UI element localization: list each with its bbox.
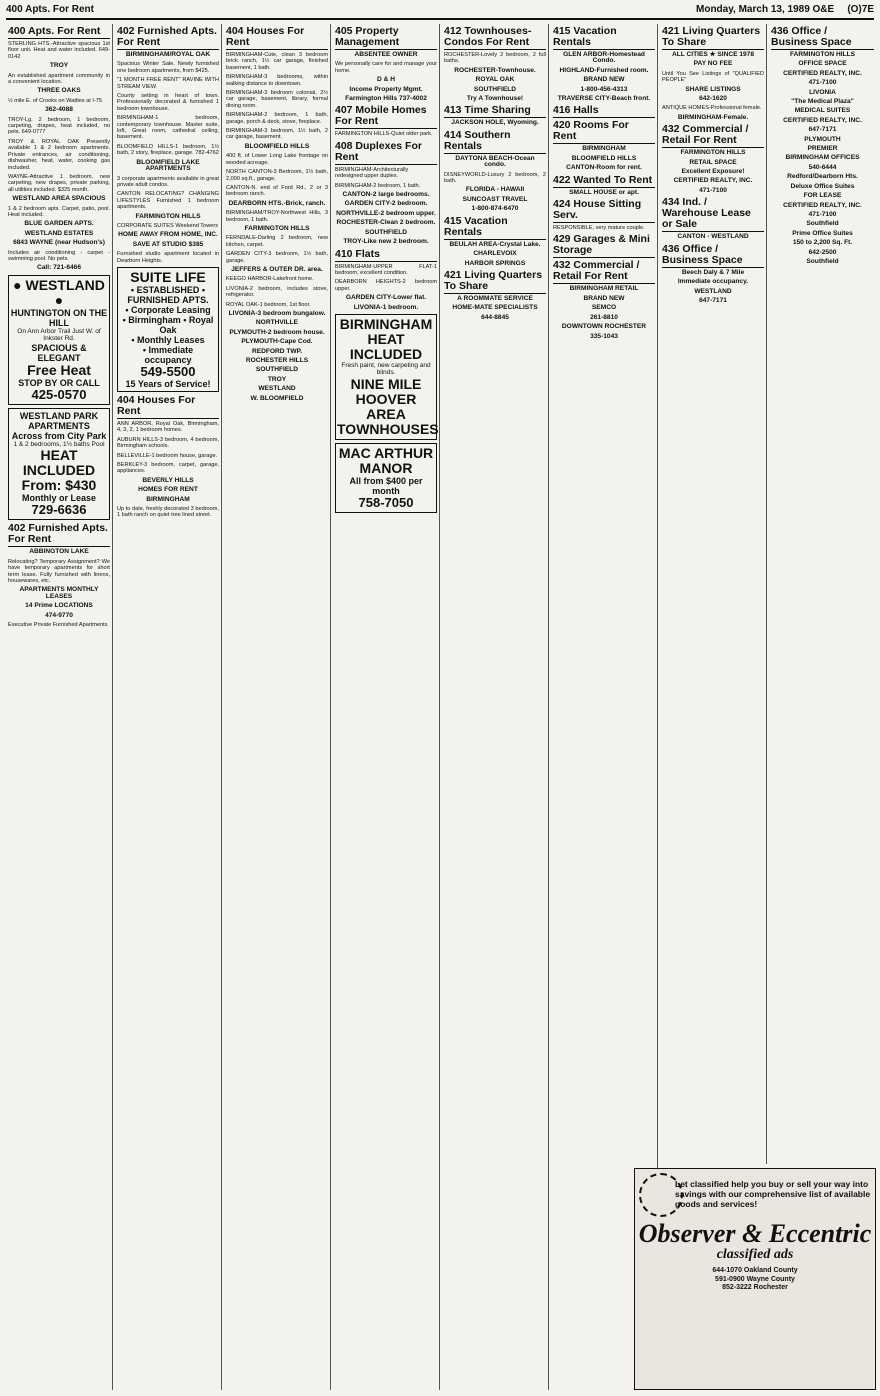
column-1 — [6, 24, 113, 1390]
classified-ad: WAYNE-Attractive 1 bedroom, new carpeting, new drapes, private parking, all utilities included. $325 month. — [8, 173, 110, 193]
section-header: 424 House Sitting Serv. — [553, 199, 655, 223]
classified-ad: Executive Private Furnished Apartments — [8, 621, 108, 628]
classified-ad: CERTIFIED REALTY, INC. — [783, 201, 862, 209]
classified-ad: FARMINGTON HILLS — [789, 51, 856, 58]
classified-ad: ROYAL OAK-1 bedroom, 1st floor. — [226, 301, 311, 308]
classified-ad: OFFICE SPACE — [798, 60, 847, 68]
classified-ad: LIVONIA-1 bedroom. — [353, 303, 419, 311]
classified-ad: Southfield — [806, 257, 839, 265]
section-header: 404 Houses For Rent — [117, 395, 219, 419]
classified-ad: Southfield — [806, 220, 839, 228]
display-ad — [335, 314, 437, 440]
classified-ad: FARMINGTON HILLS — [244, 224, 310, 232]
classified-ad: CERTIFIED REALTY, INC. — [783, 116, 862, 124]
display-ad-line: 1 & 2 bedrooms, 1½ baths Pool — [13, 440, 105, 448]
classified-ad: SOUTHFIELD — [473, 85, 517, 93]
classified-ad: DAYTONA BEACH-Ocean condo. — [455, 154, 535, 169]
display-ad-line: 729-6636 — [31, 502, 87, 518]
classified-ad: 335-1043 — [590, 332, 618, 340]
column-4 — [333, 24, 440, 1390]
classified-ad: BIRMINGHAM-2 bedroom, 1 bath, garage, porch & deck, stove, fireplace. — [226, 112, 328, 125]
section-header: 416 Halls — [553, 105, 655, 118]
classified-ad: D & H — [377, 76, 395, 84]
classified-ad: DEARBORN HTS.-Brick, ranch. — [228, 199, 326, 207]
classified-ad: Income Property Mgmt. — [349, 85, 423, 93]
display-ad-line: TOWNHOUSES — [337, 420, 439, 437]
scallop-graphic — [639, 1173, 683, 1217]
classified-ad: BIRMINGHAM RETAIL — [569, 285, 639, 293]
display-ad-line: SPACIOUS & ELEGANT — [31, 342, 87, 363]
classified-ad: CORPORATE SUITES Weekend Towers — [117, 222, 219, 229]
classified-ad: WESTLAND — [258, 385, 296, 393]
display-ad-line: Monthly or Lease — [21, 493, 96, 504]
classified-ad: PLYMOUTH-Cape Cod. — [241, 338, 313, 346]
display-ad — [8, 408, 110, 521]
column-3 — [224, 24, 331, 1390]
section-header: 436 Office / Business Space — [771, 26, 874, 50]
display-ad-line: • Immediate occupancy — [142, 344, 194, 365]
classified-ad: SOUTHFIELD — [255, 366, 299, 374]
display-ad-line: ● WESTLAND ● — [13, 276, 105, 308]
section-header: 432 Commercial / Retail For Rent — [662, 124, 764, 148]
classified-ad: PAY NO FEE — [693, 60, 733, 68]
classified-ad: RESPONSIBLE, very mature couple. — [553, 225, 645, 232]
masthead — [6, 4, 874, 20]
classified-ad: BLOOMFIELD HILLS-1 bedroom, 1½ bath, 2 story, fireplace, garage. 782-4762 — [117, 143, 219, 157]
classified-ad: Deluxe Office Suites — [790, 182, 855, 190]
classified-ad: Beech Daly & 7 Mile — [681, 268, 745, 276]
classified-ad: 647-7171 — [699, 296, 727, 304]
classified-ad: 642-2500 — [808, 248, 837, 256]
classified-ad: JEFFERS & OUTER DR. area. — [231, 265, 323, 273]
display-ad-line: Across from City Park — [11, 430, 107, 441]
classified-ad: ½ mile E. of Crooks on Wattles at I-75 — [8, 97, 102, 104]
classified-ad: SAVE AT STUDIO $385 — [132, 240, 204, 248]
section-header: 432 Commercial / Retail For Rent — [553, 260, 655, 284]
display-ad-line: • Birmingham • Royal Oak — [122, 314, 214, 335]
classified-ad: HOME-MATE SPECIALISTS — [452, 304, 538, 312]
classified-ad: ROYAL OAK — [475, 76, 515, 84]
classified-ad: GARDEN CITY-2 bedroom. — [344, 200, 428, 208]
classified-ad: BLOOMFIELD HILLS — [571, 154, 637, 162]
classified-ad: 150 to 2,200 Sq. Ft. — [792, 239, 853, 247]
classified-ad: CERTIFIED REALTY, INC. — [783, 69, 862, 77]
classified-ad: Up to date, freshly decorated 3 bedroom, 1 bath ranch on quiet tree lined street. — [117, 506, 219, 519]
display-ad-line: FURNISHED APTS. — [127, 294, 209, 305]
classified-ad: BRAND NEW — [583, 76, 625, 84]
display-ad-line: SUITE LIFE — [130, 268, 206, 285]
brand-logo: Observer & Eccentric — [638, 1219, 872, 1248]
classified-ad: FERNDALE-Darling 2 bedroom, new kitchen, carpet. — [226, 235, 328, 248]
section-header: 412 Townhouses-Condos For Rent — [444, 26, 546, 50]
brand-sub: classified ads — [716, 1247, 794, 1262]
section-header: 436 Office / Business Space — [662, 244, 764, 268]
classified-ad: DISNEYWORLD-Luxury 2 bedroom, 2 bath. — [444, 171, 546, 185]
classified-ad: FARMINGTON HILLS-Quiet older park. — [335, 131, 433, 138]
classified-ad: A ROOMMATE SERVICE — [457, 294, 533, 302]
classified-ad: NORTH CANTON-3 Bedroom, 1½ bath, 2,000 sq.ft., garage. — [226, 169, 328, 182]
column-2 — [115, 24, 222, 1390]
classified-ad: 362-4088 — [45, 106, 73, 114]
classified-promo — [634, 1168, 876, 1390]
classified-ad: BLUE GARDEN APTS. — [24, 220, 94, 228]
classified-ad: WESTLAND — [694, 287, 732, 295]
phone-rochester: 852-3222 Rochester — [722, 1284, 788, 1291]
display-ad-line: HEAT INCLUDED — [349, 330, 423, 362]
classified-ad: GLEN ARBOR-Homestead Condo. — [563, 51, 645, 65]
section-header: 400 Apts. For Rent — [8, 26, 110, 39]
classified-ad: Excellent Exposure! — [681, 168, 745, 176]
display-ad-line: WESTLAND PARK APARTMENTS — [19, 410, 99, 431]
classified-ad: 474-9770 — [45, 611, 73, 619]
classified-ad: ABBINGTON LAKE — [29, 548, 89, 556]
display-ad-line: MANOR — [359, 459, 413, 476]
section-header: 408 Duplexes For Rent — [335, 141, 437, 165]
classified-ad: BIRMINGHAM — [146, 495, 190, 503]
display-ad-line: HUNTINGTON ON THE HILL — [10, 307, 108, 328]
classified-ad: 1 & 2 bedroom apts. Carpet, patio, pool. Heat included. — [8, 205, 110, 218]
display-ad — [335, 443, 437, 513]
classified-ad: PLYMOUTH — [804, 135, 841, 143]
classified-ad: ANN ARBOR, Royal Oak, Birmingham, 4, 3, 2, 1 bedroom homes. — [117, 420, 219, 434]
section-header: 434 Ind. / Warehouse Lease or Sale — [662, 197, 764, 232]
classified-ad: CANTON-2 large bedrooms. — [342, 191, 430, 199]
classified-ad: 14 Prime LOCATIONS — [25, 602, 93, 610]
classified-ad: HOMES FOR RENT — [138, 486, 198, 494]
classified-ad: TROY — [267, 375, 287, 383]
classified-ad: W. BLOOMFIELD — [250, 394, 304, 402]
classified-ad: BIRMINGHAM-3 bedrooms, within walking distance to downtown. — [226, 74, 328, 87]
display-ad-line: On Ann Arbor Trail Just W. of Inkster Rd. — [17, 327, 101, 343]
classified-ad: 1-800-874-6470 — [471, 205, 519, 213]
classified-ad: LIVONIA-3 bedroom bungalow. — [228, 310, 326, 317]
column-5 — [442, 24, 549, 1390]
classified-ad: BIRMINGHAM OFFICES — [785, 154, 860, 162]
classified-ad: MEDICAL SUITES — [794, 107, 851, 115]
display-ad-line: BIRMINGHAM — [339, 315, 433, 332]
section-header: 422 Wanted To Rent — [553, 175, 655, 188]
classified-ad: SUNCOAST TRAVEL — [462, 195, 528, 203]
classified-ad: BRAND NEW — [583, 294, 625, 302]
classified-ad: JACKSON HOLE, Wyoming. — [451, 119, 539, 127]
classified-ad: BELLEVILLE-1 bedroom house, garage. — [117, 452, 218, 459]
section-header: 410 Flats — [335, 249, 437, 262]
section-header: 420 Rooms For Rent — [553, 120, 655, 144]
display-ad-line: Fresh paint, new carpeting and blinds. — [341, 361, 431, 377]
issue-date: Monday, March 13, 1989 O&E — [696, 4, 835, 15]
classified-ad: APARTMENTS MONTHLY LEASES — [19, 586, 99, 600]
section-header: 402 Furnished Apts. For Rent — [117, 26, 219, 50]
classified-ad: BLOOMFIELD HILLS — [244, 142, 310, 150]
section-header: 414 Southern Rentals — [444, 130, 546, 154]
classified-ad: SHARE LISTINGS — [685, 85, 741, 93]
display-ad-line: MAC ARTHUR — [338, 444, 434, 461]
classified-ad: ANTIQUE HOMES-Professional female. — [662, 105, 762, 112]
classified-ad: Redford/Dearborn Hts. — [787, 173, 858, 181]
classified-ad: SOUTHFIELD — [364, 228, 408, 236]
classified-ad: PREMIER — [807, 145, 838, 153]
classified-ad: 1-800-456-4313 — [580, 85, 628, 93]
classified-ad: CANTON-N. end of Ford Rd., 2 or 3 bedroom ranch. — [226, 184, 328, 198]
classified-ad: 471-7100 — [808, 79, 837, 87]
section-header: 407 Mobile Homes For Rent — [335, 105, 437, 129]
classified-ad: "1 MONTH FREE RENT" RAVINE WITH STREAM VIEW — [117, 77, 219, 90]
classified-ad: BIRMINGHAM-3 bedroom colonial, 2½ car garage, basement, library, formal dining room. — [226, 90, 328, 109]
section-header: 429 Garages & Mini Storage — [553, 234, 655, 258]
classified-ad: WESTLAND ESTATES — [24, 229, 94, 237]
classified-ad: DEARBORN HEIGHTS-2 bedroom upper. — [335, 279, 437, 292]
page-code: (O)7E — [847, 4, 874, 15]
classified-ad: FARMINGTON HILLS — [680, 149, 746, 157]
classified-ad: County setting in heart of town. Professionally decorated & furnished 1 bedroom townhouse. — [117, 93, 219, 112]
classified-ad: Spacious Winter Sale. Newly furnished one bedroom apartments, from $425. — [117, 61, 219, 74]
display-ad — [117, 267, 219, 392]
classified-ad: STERLING HTS.-Attractive spacious 1st floor unit. Heat and water included. 649-0142 — [8, 41, 110, 60]
section-header: 413 Time Sharing — [444, 105, 546, 118]
column-8 — [769, 24, 876, 1164]
classified-ad: Call: 721-6466 — [37, 264, 81, 272]
classified-ad: ABSENTEE OWNER — [354, 51, 418, 58]
section-header: 421 Living Quarters To Share — [444, 270, 546, 294]
display-ad-line: Free Heat — [27, 361, 91, 378]
classified-ad: BIRMINGHAM-Architecturally redesigned upper duplex. — [335, 166, 409, 180]
classified-ad: ROCHESTER-Townhouse. — [454, 66, 536, 74]
classified-ad: SEMCO — [591, 304, 617, 312]
classified-ad: LIVONIA-2 bedroom, includes stove, refrigerator. — [226, 285, 328, 299]
classified-ad: FOR LEASE — [803, 192, 842, 200]
classified-ad: GARDEN CITY-3 bedroom, 1½ bath, garage. — [226, 251, 328, 264]
classified-ad: CERTIFIED REALTY, INC. — [673, 177, 753, 185]
section-header: 404 Houses For Rent — [226, 26, 328, 50]
section-header: 415 Vacation Rentals — [553, 26, 655, 50]
classified-ad: SMALL HOUSE or apt. — [569, 188, 639, 196]
classified-ad: An established apartment community in a convenient location. — [8, 72, 110, 86]
classified-ad: 644-8845 — [481, 313, 509, 321]
section-header: 402 Furnished Apts. For Rent — [8, 523, 110, 547]
classified-ad: 642-1620 — [699, 95, 727, 103]
display-ad-line: • ESTABLISHED • — [130, 284, 206, 295]
display-ad-line: All from $400 per month — [349, 475, 423, 496]
classified-ad: Includes air conditioning - carpet - swimming pool. No pets. — [8, 249, 110, 262]
classified-ad: BIRMINGHAM-3 bedroom, 1½ bath, 2 car garage, basement. — [226, 128, 328, 141]
classified-ad: Prime Office Suites — [792, 229, 853, 237]
classified-ad: NORTHVILLE — [255, 319, 299, 327]
classified-ad: RETAIL SPACE — [689, 158, 737, 166]
display-ad-line: 758-7050 — [358, 494, 414, 510]
classified-ad: We personally care for and manage your home. — [335, 61, 437, 74]
classified-ad: 400 ft. of Lower Long Lake frontage on wooded acreage. — [226, 153, 328, 166]
classified-ad: BIRMINGHAM-Cute, clean 3 bedroom brick ranch, 1½ car garage, finished basement, 1 bath. — [226, 52, 328, 71]
classified-ad: BLOOMFIELD LAKE APARTMENTS — [136, 158, 200, 173]
classified-ad: BEVERLY HILLS — [142, 476, 194, 484]
display-ad-line: HEAT INCLUDED — [22, 447, 96, 479]
section-header: 415 Vacation Rentals — [444, 216, 546, 240]
classified-ad: 540-6444 — [808, 163, 837, 171]
classified-ad: 3 corporate apartments available in great private adult condos. — [117, 175, 219, 188]
display-ad-line: 549-5500 — [140, 363, 196, 379]
classified-ad: LIVONIA — [809, 88, 836, 96]
display-ad-line: • Monthly Leases — [131, 334, 205, 345]
classified-ad: ALL CITIES ★ SINCE 1978 — [671, 51, 754, 58]
classified-ad: AUBURN HILLS-3 bedroom, 4 bedroom, Birmingham schools. — [117, 436, 219, 450]
classified-ad: CHARLEVOIX — [473, 250, 517, 258]
classified-ad: "The Medical Plaza" — [791, 98, 854, 106]
classified-ad: FARMINGTON HILLS — [135, 212, 201, 220]
section-header: 421 Living Quarters To Share — [662, 26, 764, 50]
display-ad-line: 15 Years of Service! — [125, 378, 211, 389]
phone-oakland: 644-1070 Oakland County — [712, 1267, 798, 1274]
phone-wayne: 591-0900 Wayne County — [715, 1275, 795, 1283]
classified-ad: BIRMINGHAM-Female. — [677, 113, 749, 121]
display-ad-line: NINE MILE — [350, 375, 422, 392]
classified-ad: BIRMINGHAM-2 bedroom, 1 bath. — [335, 182, 421, 189]
classified-ad: BIRMINGHAM — [582, 145, 626, 153]
classified-ad: BEULAH AREA-Crystal Lake. — [449, 240, 541, 248]
classified-ad: 6843 WAYNE (near Hudson's) — [13, 239, 105, 247]
classified-ad: Relocating? Temporary Assignment? We have temporary apartments for short term lease. Fully furnished with linens, housewares, etc. — [8, 558, 110, 584]
classified-ad: TROY & ROYAL OAK Presently available 1 & 2 bedroom apartments. Private entrances, air conditioning, dishwasher, heat, water, cooking gas included. — [8, 138, 110, 171]
page-section-title: 400 Apts. For Rent — [6, 4, 94, 15]
classified-ad: DOWNTOWN ROCHESTER — [561, 323, 647, 331]
classified-ad: 471-7100 — [699, 186, 727, 194]
classified-ad: 471-7100 — [808, 210, 837, 218]
classified-ad: THREE OAKS — [37, 87, 81, 95]
classified-ad: NORTHVILLE-2 bedroom upper. — [336, 209, 436, 217]
classified-ad: Until You See Listings of "QUALIFIED PEOPLE" — [662, 70, 764, 84]
column-7 — [660, 24, 767, 1164]
classified-ad: FLORIDA - HAWAII — [465, 186, 525, 194]
classified-ad: BIRMINGHAM/ROYAL OAK — [125, 51, 211, 58]
classified-ad: Farmington Hills 737-4002 — [345, 95, 427, 103]
classified-ad: PLYMOUTH-2 bedroom house. — [229, 328, 325, 336]
classified-ad: TROY — [49, 62, 69, 70]
classified-ad: HOME AWAY FROM HOME, INC. — [118, 231, 218, 239]
classified-ad: ROCHESTER-Clean 2 bedroom. — [336, 219, 436, 227]
classified-ad: WESTLAND AREA SPACIOUS — [12, 195, 106, 203]
classified-ad: KEEGO HARBOR-Lakefront home. — [226, 276, 314, 283]
classified-ad: ROCHESTER-Lovely 2 bedroom, 2 full baths. — [444, 52, 546, 65]
classified-ad: HIGHLAND-Furnished room. — [559, 66, 649, 74]
display-ad-line: STOP BY OR CALL — [18, 377, 100, 388]
display-ad-line: From: $430 — [21, 477, 97, 494]
classified-ad: TROY-Like new 2 bedroom. — [343, 238, 429, 246]
classified-ad: BIRMINGHAM/TROY-Northwest Hills, 3 bedroom, 1 bath. — [226, 210, 328, 223]
classified-ad: TROY-Lg. 2 bedroom, 1 bedroom, carpeting, drapes, heat included, no pets. 649-0777 — [8, 116, 110, 136]
classified-ad: 647-7171 — [808, 126, 837, 134]
classified-ad: REDFORD TWP. — [251, 347, 303, 355]
classified-ad: 261-8810 — [590, 313, 618, 321]
promo-message: Let classified help you buy or sell your way into savings with our comprehensive list of available goods and services! — [675, 1179, 871, 1209]
display-ad-line: • Corporate Leasing — [125, 304, 211, 315]
classified-ad: BIRMINGHAM-1 bedroom, contemporary townhouse. Master suite, loft, Great room, cathedral ceiling, basement. — [117, 115, 219, 141]
display-ad-line: HOOVER AREA — [355, 390, 417, 422]
display-ad-line: 425-0570 — [31, 386, 87, 402]
classified-ad: CANTON-Room for rent. — [566, 164, 642, 172]
classified-ad: BERKLEY-3 bedroom, carpet, garage, appliances. — [117, 462, 219, 475]
classified-ad: CANTON - WESTLAND — [677, 233, 749, 241]
display-ad — [8, 275, 110, 405]
classified-ad: Try A Townhouse! — [466, 95, 524, 103]
classified-ad: Furnished studio apartment located in Dearborn Heights. — [117, 251, 219, 264]
classified-ad: BIRMINGHAM-UPPER FLAT-1 bedroom, excellent condition. — [335, 263, 437, 276]
classified-ad: ROCHESTER HILLS — [245, 357, 309, 365]
classified-ad: CANTON RELOCATING? CHANGING LIFESTYLES Furnished 1 bedroom apartments. — [117, 191, 219, 211]
classified-ad: Immediate occupancy. — [677, 278, 749, 286]
classified-ad: TRAVERSE CITY-Beach front. — [557, 95, 651, 103]
classified-ad: HARBOR SPRINGS — [464, 259, 526, 267]
section-header: 405 Property Management — [335, 26, 437, 50]
classified-ad: GARDEN CITY-Lower flat. — [345, 294, 427, 302]
